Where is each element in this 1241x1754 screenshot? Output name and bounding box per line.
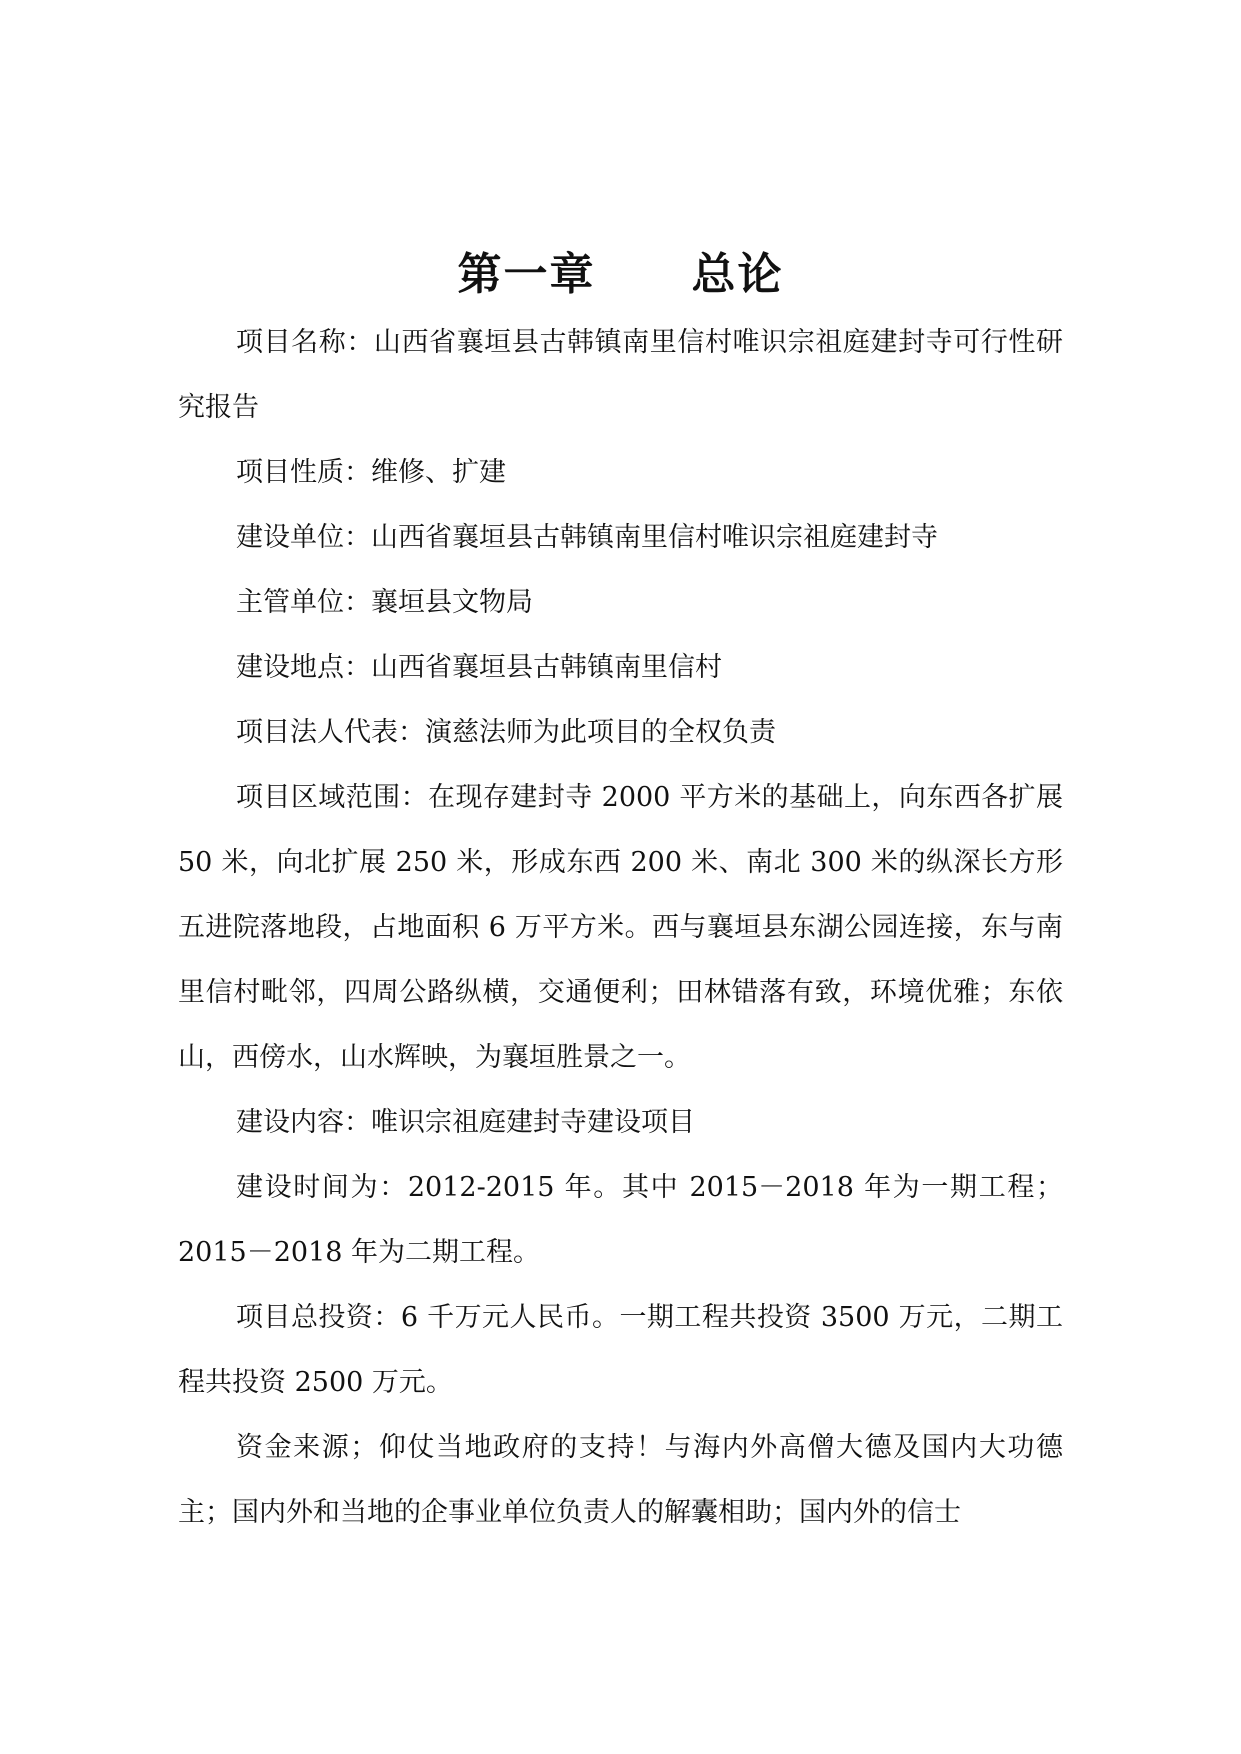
paragraph-total-investment: 项目总投资：6 千万元人民币。一期工程共投资 3500 万元，二期工程共投资 2500 万元。 (178, 1302, 1063, 1398)
paragraph-construction-unit: 建设单位：山西省襄垣县古韩镇南里信村唯识宗祖庭建封寺 (236, 522, 938, 553)
paragraph-supervising-unit: 主管单位：襄垣县文物局 (236, 587, 533, 618)
paragraph-funding-source: 资金来源；仰仗当地政府的支持！与海内外高僧大德及国内大功德主；国内外和当地的企事业单位负责人的解囊相助；国内外的信士 (178, 1432, 1063, 1528)
paragraph-project-area: 项目区域范围：在现存建封寺 2000 平方米的基础上，向东西各扩展 50 米，向北扩展 250 米，形成东西 200 米、南北 300 米的纵深长方形五进院落地段，占地面积 6 万平方米。西与襄垣县东湖公园连接，东与南里信村毗邻，四周公路纵横，交通便利；田林错落有致，环境优雅；东依山，西傍水，山水辉映，为襄垣胜景之一。 (178, 782, 1063, 1073)
paragraph-construction-time: 建设时间为：2012-2015 年。其中 2015－2018 年为一期工程；2015－2018 年为二期工程。 (178, 1172, 1063, 1268)
chapter-number: 第一章 (457, 249, 596, 300)
paragraph-legal-representative: 项目法人代表：演慈法师为此项目的全权负责 (236, 717, 776, 748)
paragraph-construction-content: 建设内容：唯识宗祖庭建封寺建设项目 (236, 1107, 695, 1138)
paragraph-construction-site: 建设地点：山西省襄垣县古韩镇南里信村 (236, 652, 722, 683)
paragraph-project-nature: 项目性质：维修、扩建 (236, 457, 506, 488)
chapter-name: 总论 (691, 249, 784, 300)
chapter-title (0, 248, 1241, 302)
paragraph-project-name: 项目名称：山西省襄垣县古韩镇南里信村唯识宗祖庭建封寺可行性研究报告 (178, 327, 1063, 423)
document-body (178, 310, 1063, 1545)
